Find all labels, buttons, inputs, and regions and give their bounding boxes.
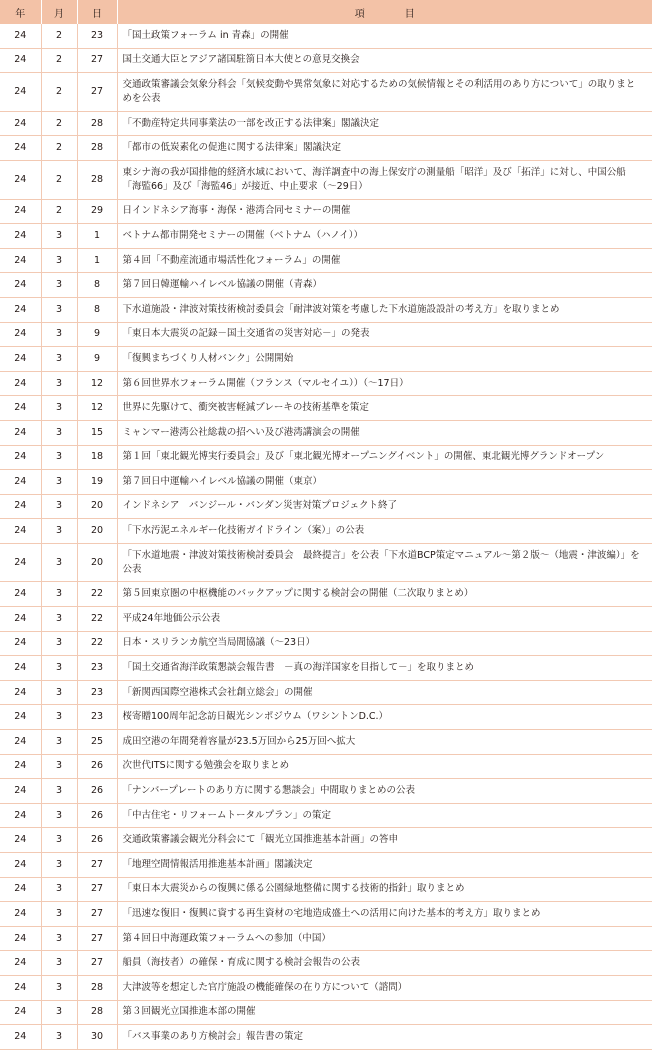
day-cell: 28 [77,160,117,199]
table-body [0,24,652,1049]
day-cell: 18 [77,445,117,470]
day-cell: 25 [77,730,117,755]
item-cell: 「東日本大震災の記録－国土交通省の災害対応－」の発表 [117,322,652,347]
day-cell: 15 [77,420,117,445]
month-cell: 3 [41,779,77,804]
table-row [0,656,652,681]
year-cell: 24 [0,470,41,495]
table-row [0,631,652,656]
year-cell: 24 [0,680,41,705]
item-cell: 東シナ海の我が国排他的経済水域において、海洋調査中の海上保安庁の測量船「昭洋」及び「拓洋」に対し、中国公船「海監66」及び「海監46」が接近、中止要求（～29日） [117,160,652,199]
table-row [0,853,652,878]
day-cell: 23 [77,24,117,48]
item-cell: 「国土政策フォーラム in 青森」の開催 [117,24,652,48]
day-cell: 29 [77,199,117,224]
item-cell: 国土交通大臣とアジア諸国駐箚日本大使との意見交換会 [117,48,652,73]
table-row [0,297,652,322]
item-cell: ミャンマー港湾公社総裁の招へい及び港湾講演会の開催 [117,420,652,445]
item-cell: 「新関西国際空港株式会社創立総会」の開催 [117,680,652,705]
year-cell: 24 [0,371,41,396]
year-cell: 24 [0,656,41,681]
day-cell: 26 [77,779,117,804]
item-cell: 交通政策審議会気象分科会「気候変動や異常気象に対応するための気候情報とその利活用のあり方について」の取りまとめを公表 [117,73,652,112]
month-cell: 3 [41,975,77,1000]
month-cell: 3 [41,420,77,445]
year-cell: 24 [0,111,41,136]
table-row [0,160,652,199]
day-cell: 27 [77,951,117,976]
item-cell: 「都市の低炭素化の促進に関する法律案」閣議決定 [117,136,652,161]
header-year: 年 [0,0,41,24]
day-cell: 19 [77,470,117,495]
header-month: 月 [41,0,77,24]
day-cell: 28 [77,111,117,136]
item-cell: 「下水道地震・津波対策技術検討委員会 最終提言」を公表「下水道BCP策定マニュアル～第２版～（地震・津波編）」を公表 [117,543,652,582]
table-row [0,371,652,396]
table-row [0,273,652,298]
header-day: 日 [77,0,117,24]
item-cell: 下水道施設・津波対策技術検討委員会「耐津波対策を考慮した下水道施設設計の考え方」を取りまとめ [117,297,652,322]
day-cell: 26 [77,803,117,828]
day-cell: 9 [77,347,117,372]
table-row [0,494,652,519]
item-cell: 第７回日韓運輸ハイレベル協議の開催（青森） [117,273,652,298]
month-cell: 3 [41,680,77,705]
header-item: 項 目 [117,0,652,24]
month-cell: 3 [41,803,77,828]
table-row [0,322,652,347]
item-cell: 第４回日中海運政策フォーラムへの参加（中国） [117,926,652,951]
table-row [0,199,652,224]
table-row [0,975,652,1000]
month-cell: 2 [41,48,77,73]
item-cell: 「復興まちづくり人材バンク」公開開始 [117,347,652,372]
table-row [0,877,652,902]
year-cell: 24 [0,347,41,372]
table-row [0,1025,652,1050]
month-cell: 3 [41,396,77,421]
year-cell: 24 [0,902,41,927]
year-cell: 24 [0,160,41,199]
year-cell: 24 [0,420,41,445]
month-cell: 2 [41,24,77,48]
item-cell: 平成24年地価公示公表 [117,607,652,632]
year-cell: 24 [0,754,41,779]
day-cell: 27 [77,73,117,112]
month-cell: 3 [41,445,77,470]
day-cell: 22 [77,607,117,632]
month-cell: 3 [41,347,77,372]
day-cell: 23 [77,705,117,730]
day-cell: 23 [77,680,117,705]
month-cell: 3 [41,951,77,976]
item-cell: 第４回「不動産流通市場活性化フォーラム」の開催 [117,248,652,273]
table-row [0,754,652,779]
day-cell: 27 [77,853,117,878]
day-cell: 20 [77,543,117,582]
table-row [0,136,652,161]
table-row [0,111,652,136]
item-cell: 「迅速な復旧・復興に資する再生資材の宅地造成盛土への活用に向けた基本的考え方」取りまとめ [117,902,652,927]
item-cell: 次世代ITSに関する勉強会を取りまとめ [117,754,652,779]
year-cell: 24 [0,853,41,878]
table-row [0,519,652,544]
item-cell: 「国土交通省海洋政策懇談会報告書 －真の海洋国家を目指して－」を取りまとめ [117,656,652,681]
day-cell: 8 [77,273,117,298]
year-cell: 24 [0,396,41,421]
year-cell: 24 [0,445,41,470]
month-cell: 3 [41,371,77,396]
table-row [0,828,652,853]
item-cell: 船員（海技者）の確保・育成に関する検討会報告の公表 [117,951,652,976]
table-row [0,680,652,705]
month-cell: 2 [41,111,77,136]
year-cell: 24 [0,543,41,582]
month-cell: 2 [41,136,77,161]
year-cell: 24 [0,951,41,976]
item-cell: 「中古住宅・リフォームトータルプラン」の策定 [117,803,652,828]
year-cell: 24 [0,926,41,951]
table-row [0,224,652,249]
month-cell: 3 [41,1000,77,1025]
table-row [0,705,652,730]
year-cell: 24 [0,877,41,902]
month-cell: 2 [41,73,77,112]
table-row [0,420,652,445]
table-row [0,445,652,470]
item-cell: 「下水汚泥エネルギー化技術ガイドライン（案）」の公表 [117,519,652,544]
table-row [0,779,652,804]
day-cell: 23 [77,656,117,681]
day-cell: 20 [77,494,117,519]
day-cell: 28 [77,136,117,161]
item-cell: 第７回日中運輸ハイレベル協議の開催（東京） [117,470,652,495]
month-cell: 3 [41,322,77,347]
table-row [0,926,652,951]
item-cell: 大津波等を想定した官庁施設の機能確保の在り方について（諮問） [117,975,652,1000]
month-cell: 3 [41,273,77,298]
table-row [0,582,652,607]
table-row [0,248,652,273]
table-row [0,951,652,976]
table-row [0,396,652,421]
day-cell: 26 [77,828,117,853]
month-cell: 3 [41,877,77,902]
item-cell: 「不動産特定共同事業法の一部を改正する法律案」閣議決定 [117,111,652,136]
year-cell: 24 [0,224,41,249]
month-cell: 3 [41,297,77,322]
year-cell: 24 [0,73,41,112]
day-cell: 1 [77,224,117,249]
item-cell: 第５回東京圏の中枢機能のバックアップに関する検討会の開催（二次取りまとめ） [117,582,652,607]
month-cell: 3 [41,494,77,519]
day-cell: 8 [77,297,117,322]
year-cell: 24 [0,494,41,519]
month-cell: 3 [41,224,77,249]
month-cell: 3 [41,582,77,607]
month-cell: 3 [41,754,77,779]
item-cell: 交通政策審議会観光分科会にて「観光立国推進基本計画」の答申 [117,828,652,853]
table-row [0,470,652,495]
year-cell: 24 [0,582,41,607]
item-cell: インドネシア バンジール・バンダン災害対策プロジェクト終了 [117,494,652,519]
month-cell: 3 [41,705,77,730]
table-row [0,543,652,582]
item-cell: 「ナンバープレートのあり方に関する懇談会」中間取りまとめの公表 [117,779,652,804]
day-cell: 27 [77,48,117,73]
month-cell: 3 [41,828,77,853]
year-cell: 24 [0,248,41,273]
item-cell: 第３回観光立国推進本部の開催 [117,1000,652,1025]
item-cell: 「バス事業のあり方検討会」報告書の策定 [117,1025,652,1050]
year-cell: 24 [0,519,41,544]
month-cell: 3 [41,730,77,755]
month-cell: 3 [41,470,77,495]
year-cell: 24 [0,631,41,656]
item-cell: 「東日本大震災からの復興に係る公園緑地整備に関する技術的指針」取りまとめ [117,877,652,902]
year-cell: 24 [0,199,41,224]
day-cell: 22 [77,582,117,607]
day-cell: 1 [77,248,117,273]
year-cell: 24 [0,607,41,632]
month-cell: 2 [41,160,77,199]
table-row [0,73,652,112]
table-row [0,48,652,73]
table-header-row [0,0,652,24]
day-cell: 27 [77,902,117,927]
day-cell: 12 [77,396,117,421]
year-cell: 24 [0,136,41,161]
year-cell: 24 [0,1000,41,1025]
day-cell: 22 [77,631,117,656]
year-cell: 24 [0,24,41,48]
year-cell: 24 [0,1025,41,1050]
table-row [0,902,652,927]
month-cell: 3 [41,1025,77,1050]
item-cell: 成田空港の年間発着容量が23.5万回から25万回へ拡大 [117,730,652,755]
year-cell: 24 [0,730,41,755]
year-cell: 24 [0,48,41,73]
item-cell: 桜寄贈100周年記念訪日観光シンポジウム（ワシントンD.C.） [117,705,652,730]
item-cell: 日本・スリランカ航空当局間協議（～23日） [117,631,652,656]
month-cell: 3 [41,631,77,656]
year-cell: 24 [0,975,41,1000]
month-cell: 3 [41,902,77,927]
month-cell: 3 [41,926,77,951]
year-cell: 24 [0,322,41,347]
day-cell: 9 [77,322,117,347]
day-cell: 26 [77,754,117,779]
table-row [0,730,652,755]
year-cell: 24 [0,828,41,853]
item-cell: 第６回世界水フォーラム開催（フランス（マルセイユ））（～17日） [117,371,652,396]
item-cell: 世界に先駆けて、衝突被害軽減ブレーキの技術基準を策定 [117,396,652,421]
year-cell: 24 [0,297,41,322]
year-cell: 24 [0,273,41,298]
month-cell: 2 [41,199,77,224]
month-cell: 3 [41,519,77,544]
item-cell: ベトナム都市開発セミナーの開催（ベトナム（ハノイ）） [117,224,652,249]
day-cell: 12 [77,371,117,396]
day-cell: 30 [77,1025,117,1050]
item-cell: 日インドネシア海事・海保・港湾合同セミナーの開催 [117,199,652,224]
table-row [0,347,652,372]
year-cell: 24 [0,779,41,804]
day-cell: 28 [77,1000,117,1025]
table-row [0,1000,652,1025]
day-cell: 27 [77,877,117,902]
item-cell: 第１回「東北観光博実行委員会」及び「東北観光博オープニングイベント」の開催、東北観光博グランドオープン [117,445,652,470]
table-row [0,24,652,48]
day-cell: 27 [77,926,117,951]
month-cell: 3 [41,853,77,878]
month-cell: 3 [41,607,77,632]
day-cell: 20 [77,519,117,544]
table-row [0,803,652,828]
month-cell: 3 [41,656,77,681]
table-row [0,607,652,632]
year-cell: 24 [0,803,41,828]
month-cell: 3 [41,248,77,273]
day-cell: 28 [77,975,117,1000]
year-cell: 24 [0,705,41,730]
month-cell: 3 [41,543,77,582]
item-cell: 「地理空間情報活用推進基本計画」閣議決定 [117,853,652,878]
